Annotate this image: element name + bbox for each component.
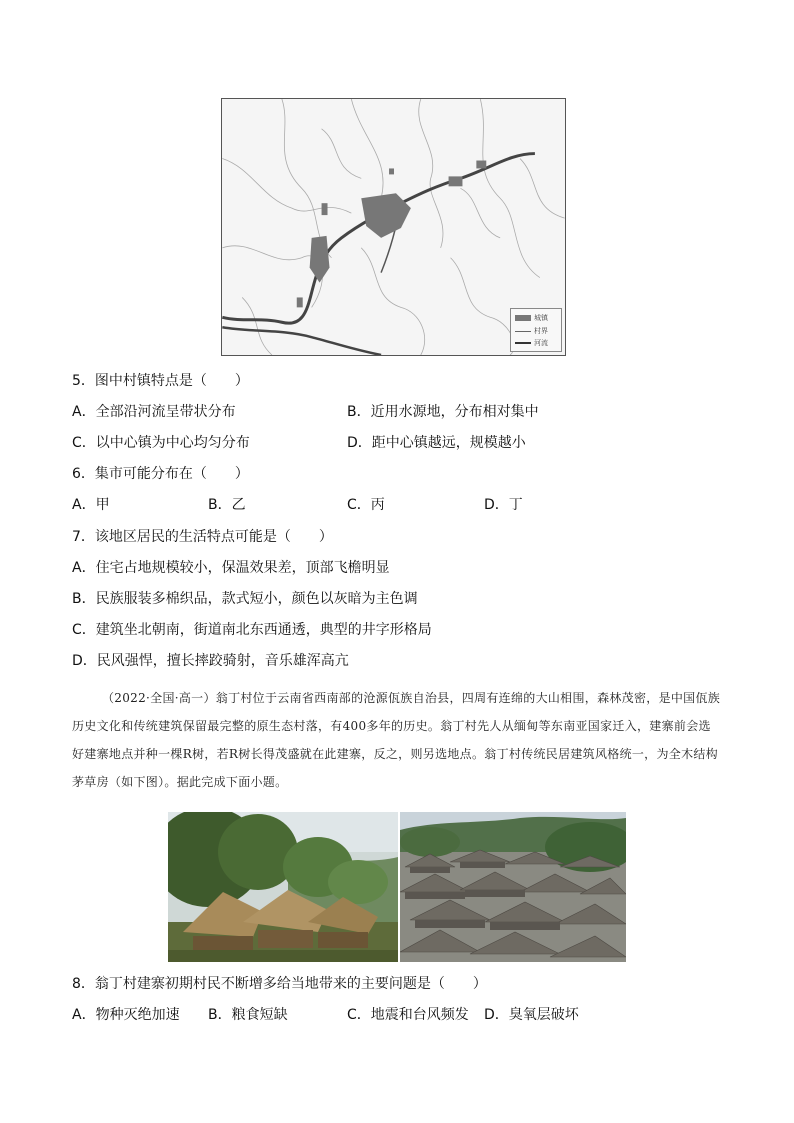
q7-option-c[interactable]: C．建筑坐北朝南，街道南北东西通透，典型的井字形格局 — [72, 622, 432, 638]
map-legend — [510, 308, 562, 352]
q7-option-a[interactable]: A．住宅占地规模较小，保温效果差，顶部飞檐明显 — [72, 560, 390, 576]
q7-option-d[interactable]: D．民风强悍，擅长摔跤骑射，音乐雄浑高亢 — [72, 653, 349, 669]
q5-option-d[interactable]: D．距中心镇越远，规模越小 — [347, 435, 526, 451]
river-swatch — [515, 342, 531, 344]
q6-option-c[interactable]: C．丙 — [347, 497, 385, 513]
question-6-stem: 6．集市可能分布在（ ） — [72, 466, 249, 482]
town-swatch — [515, 315, 531, 321]
legend-river-label: 河流 — [534, 339, 548, 347]
q5-option-a[interactable]: A．全部沿河流呈带状分布 — [72, 404, 236, 420]
boundary-swatch — [515, 331, 531, 332]
q6-option-b[interactable]: B．乙 — [208, 497, 246, 513]
village-overview-photo — [400, 812, 626, 962]
question-7-stem: 7．该地区居民的生活特点可能是（ ） — [72, 529, 333, 545]
q6-option-a[interactable]: A．甲 — [72, 497, 110, 513]
question-5-stem: 5．图中村镇特点是（ ） — [72, 373, 249, 389]
question-8-stem: 8．翁丁村建寨初期村民不断增多给当地带来的主要问题是（ ） — [72, 976, 487, 992]
q8-option-b[interactable]: B．粮食短缺 — [208, 1007, 288, 1023]
reading-passage: （2022·全国·高一）翁丁村位于云南省西南部的沧源佤族自治县，四周有连绵的大山相围，森林茂密，是中国佤族历史文化和传统建筑保留最完整的原生态村落，有400多年的历史。翁丁村先人从缅甸等东南亚国家迁入，建寨前会选好建寨地点并种一棵R树，若R树长得茂盛就在此建寨，反之，则另选地点。翁丁村传统民居建筑风格统一，为全木结构茅草房（如下图）。据此完成下面小题。 — [72, 691, 721, 789]
legend-boundary-label: 村界 — [534, 327, 548, 335]
thatched-house-photo — [168, 812, 398, 962]
q5-option-c[interactable]: C．以中心镇为中心均匀分布 — [72, 435, 250, 451]
q6-option-d[interactable]: D．丁 — [484, 497, 523, 513]
q5-option-b[interactable]: B．近用水源地，分布相对集中 — [347, 404, 539, 420]
q8-option-d[interactable]: D．臭氧层破坏 — [484, 1007, 579, 1023]
legend-town-label: 城镇 — [534, 314, 548, 322]
q8-option-a[interactable]: A．物种灭绝加速 — [72, 1007, 180, 1023]
q7-option-b[interactable]: B．民族服装多棉织品，款式短小，颜色以灰暗为主色调 — [72, 591, 418, 607]
q8-option-c[interactable]: C．地震和台风频发 — [347, 1007, 469, 1023]
village-map-figure — [221, 98, 566, 356]
